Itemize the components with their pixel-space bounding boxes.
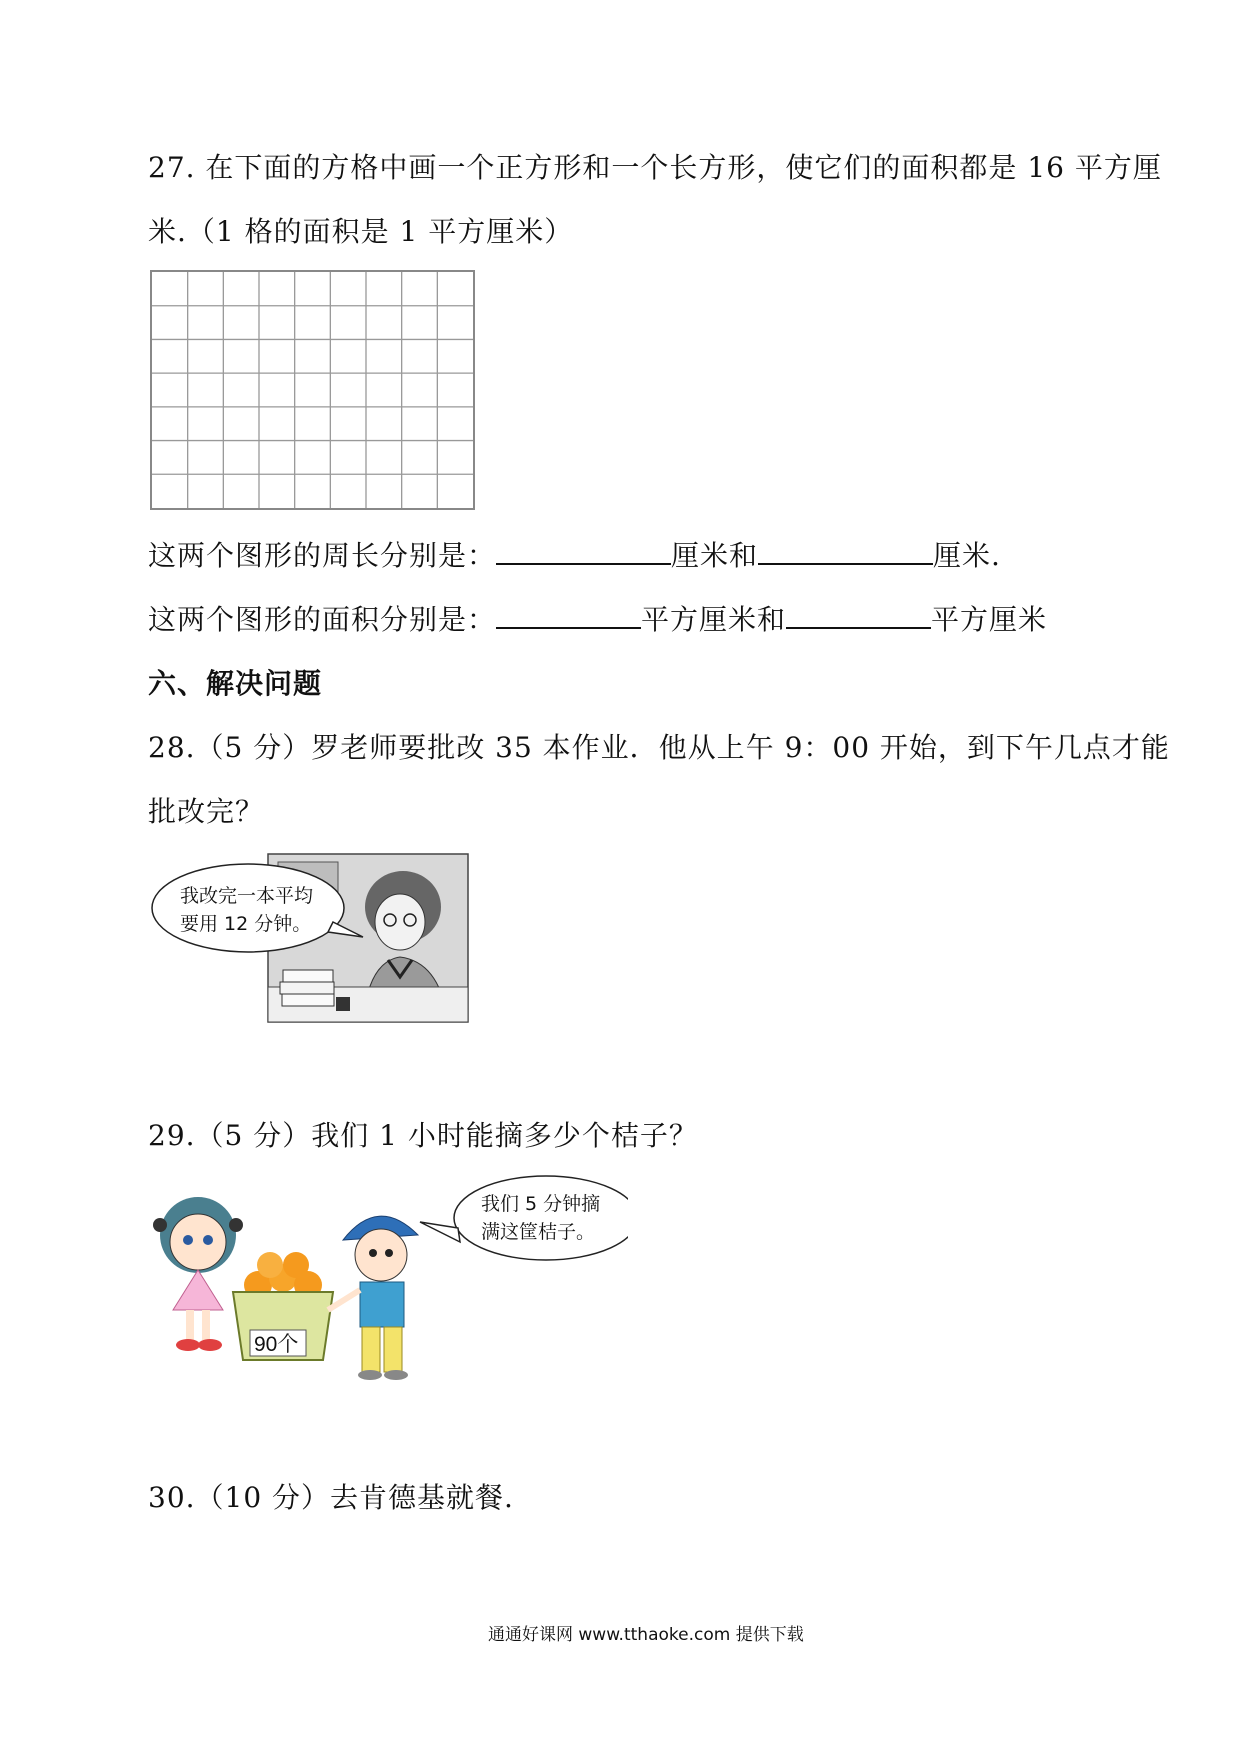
q28-line2: 批改完？ bbox=[148, 795, 265, 828]
q29-line1: 29.（5 分）我们 1 小时能摘多少个桔子？ bbox=[148, 1119, 698, 1152]
boy-face bbox=[355, 1229, 407, 1281]
speech-2-line-1: 我们 5 分钟摘 bbox=[481, 1193, 601, 1215]
grid-lines bbox=[152, 272, 473, 508]
area-line bbox=[148, 598, 1047, 638]
perimeter-blank-2[interactable] bbox=[758, 537, 933, 565]
q28-line1: 28.（5 分）罗老师要批改 35 本作业．他从上午 9：00 开始，到下午几点才能 bbox=[148, 731, 1170, 764]
q27-line1: 27. 在下面的方格中画一个正方形和一个长方形，使它们的面积都是 16 平方厘 bbox=[148, 151, 1162, 184]
footer-text: 通通好课网 www.tthaoke.com 提供下载 bbox=[488, 1625, 804, 1645]
boy-pants bbox=[362, 1327, 380, 1372]
area-mid: 平方厘米和 bbox=[641, 603, 787, 636]
section-title: 六、解决问题 bbox=[148, 667, 323, 700]
area-blank-2[interactable] bbox=[786, 601, 931, 629]
speech-line-2: 要用 12 分钟。 bbox=[180, 913, 312, 935]
basket-label: 90个 bbox=[254, 1333, 299, 1356]
perimeter-line bbox=[148, 534, 1001, 574]
book-stack bbox=[283, 970, 333, 982]
perimeter-prefix: 这两个图形的周长分别是： bbox=[148, 539, 497, 572]
perimeter-blank-1[interactable] bbox=[496, 537, 671, 565]
perimeter-mid: 厘米和 bbox=[671, 539, 759, 572]
q27-line2: 米.（1 格的面积是 1 平方厘米） bbox=[148, 215, 574, 248]
speech-bubble bbox=[152, 864, 344, 952]
ink-bottle bbox=[336, 997, 350, 1011]
area-suffix: 平方厘米 bbox=[931, 603, 1048, 636]
teacher-face bbox=[375, 894, 425, 950]
speech-line-1: 我改完一本平均 bbox=[180, 885, 314, 907]
children-illustration bbox=[148, 1170, 628, 1390]
perimeter-suffix: 厘米. bbox=[933, 539, 1001, 572]
speech-2-line-2: 满这筐桔子。 bbox=[481, 1221, 596, 1243]
area-blank-1[interactable] bbox=[496, 601, 641, 629]
teacher-illustration bbox=[148, 852, 470, 1024]
area-prefix: 这两个图形的面积分别是： bbox=[148, 603, 497, 636]
square-grid bbox=[150, 270, 475, 510]
speech-bubble-2 bbox=[454, 1176, 628, 1260]
girl-dress bbox=[173, 1270, 223, 1310]
boy-shirt bbox=[360, 1282, 404, 1327]
q30-line1: 30.（10 分）去肯德基就餐. bbox=[148, 1481, 514, 1514]
girl-face bbox=[170, 1214, 226, 1270]
